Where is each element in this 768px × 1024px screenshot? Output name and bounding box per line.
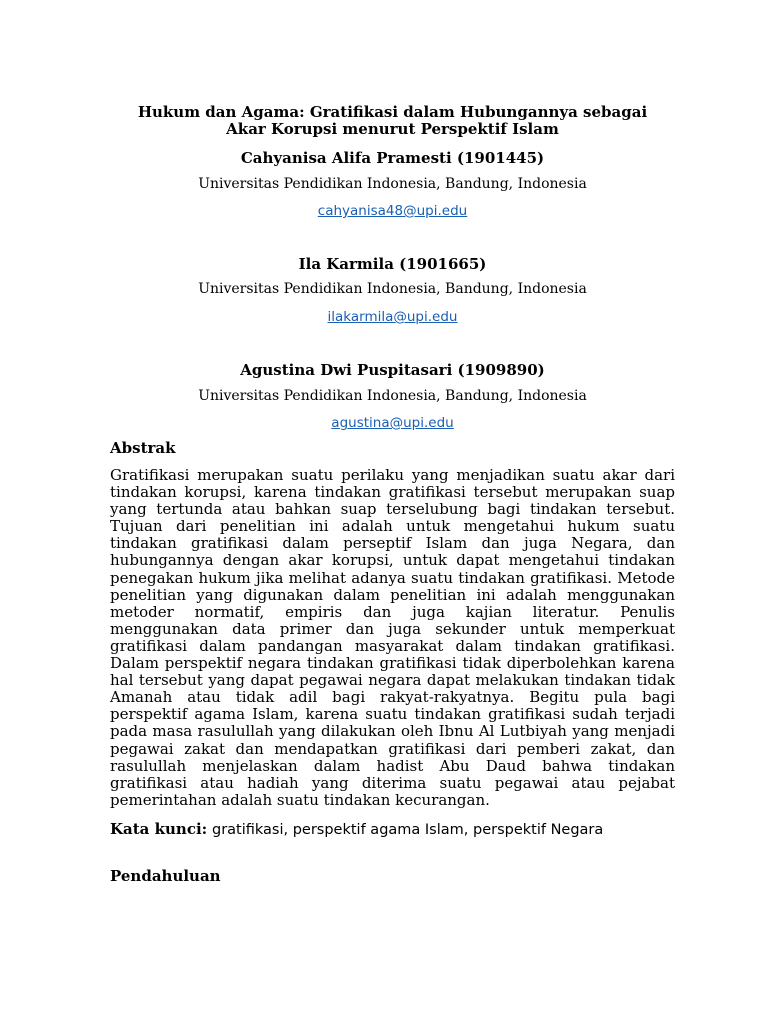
author-affiliation: Universitas Pendidikan Indonesia, Bandung, Indonesia [198, 388, 587, 404]
abstract-heading: Abstrak [110, 439, 176, 457]
abstract-body: Gratifikasi merupakan suatu perilaku yang menjadikan suatu akar dari tindakan korupsi, karena tindakan gratifikasi tersebut merupakan suap yang tertunda atau bahkan suap terselubung bagi tindakan tersebut. Tujuan dari penelitian ini adalah untuk mengetahui hukum suatu tindakan gratifikasi dalam perseptif Islam dan juga Negara, dan hubungannya dengan akar korupsi, untuk dapat mengetahui tindakan penegakan hukum jika melihat adanya suatu tindakan gratifikasi. Metode penelitian yang digunakan dalam penelitian ini adalah menggunakan metoder normatif, empiris dan juga kajian literatur. Penulis menggunakan data primer dan juga sekunder untuk memperkuat gratifikasi dalam pandangan masyarakat dalam tindakan gratifikasi. Dalam perspektif negara tindakan gratifikasi tidak diperbolehkan karena hal tersebut yang dapat pegawai negara dapat melakukan tindakan tidak Amanah atau tidak adil bagi rakyat-rakyatnya. Begitu pula bagi perspektif agama Islam, karena suatu tindakan gratifikasi sudah terjadi pada masa rasulullah yang dilakukan oleh Ibnu Al Lutbiyah yang menjadi pegawai zakat dan mendapatkan gratifikasi dari pemberi zakat, dan rasulullah menjelaskan dalam hadist Abu Daud bahwa tindakan gratifikasi atau hadiah yang diterima suatu pegawai atau pejabat pemerintahan adalah suatu tindakan kecurangan. [110, 466, 675, 809]
author-name: Cahyanisa Alifa Pramesti (1901445) [240, 149, 545, 167]
author-block-2 [110, 255, 675, 326]
author-email-link[interactable]: cahyanisa48@upi.edu [317, 203, 468, 219]
paper-title [110, 104, 675, 138]
author-affiliation: Universitas Pendidikan Indonesia, Bandung, Indonesia [198, 176, 587, 192]
keywords-line [110, 820, 675, 839]
author-block-3 [110, 361, 675, 432]
author-name: Ila Karmila (1901665) [298, 255, 487, 273]
author-block-1 [110, 149, 675, 220]
paper-title-line-2: Akar Korupsi menurut Perspektif Islam [226, 120, 559, 138]
paper-title-line-1: Hukum dan Agama: Gratifikasi dalam Hubungannya sebagai [137, 103, 648, 121]
author-name: Agustina Dwi Puspitasari (1909890) [240, 361, 545, 379]
author-email-link[interactable]: agustina@upi.edu [331, 415, 454, 431]
introduction-heading: Pendahuluan [110, 866, 221, 885]
keywords-text: gratifikasi, perspektif agama Islam, perspektif Negara [211, 821, 604, 838]
keywords-label: Kata kunci: [110, 819, 208, 838]
document-page [110, 100, 675, 885]
author-email-link[interactable]: ilakarmila@upi.edu [327, 309, 458, 325]
author-affiliation: Universitas Pendidikan Indonesia, Bandung, Indonesia [198, 281, 587, 297]
